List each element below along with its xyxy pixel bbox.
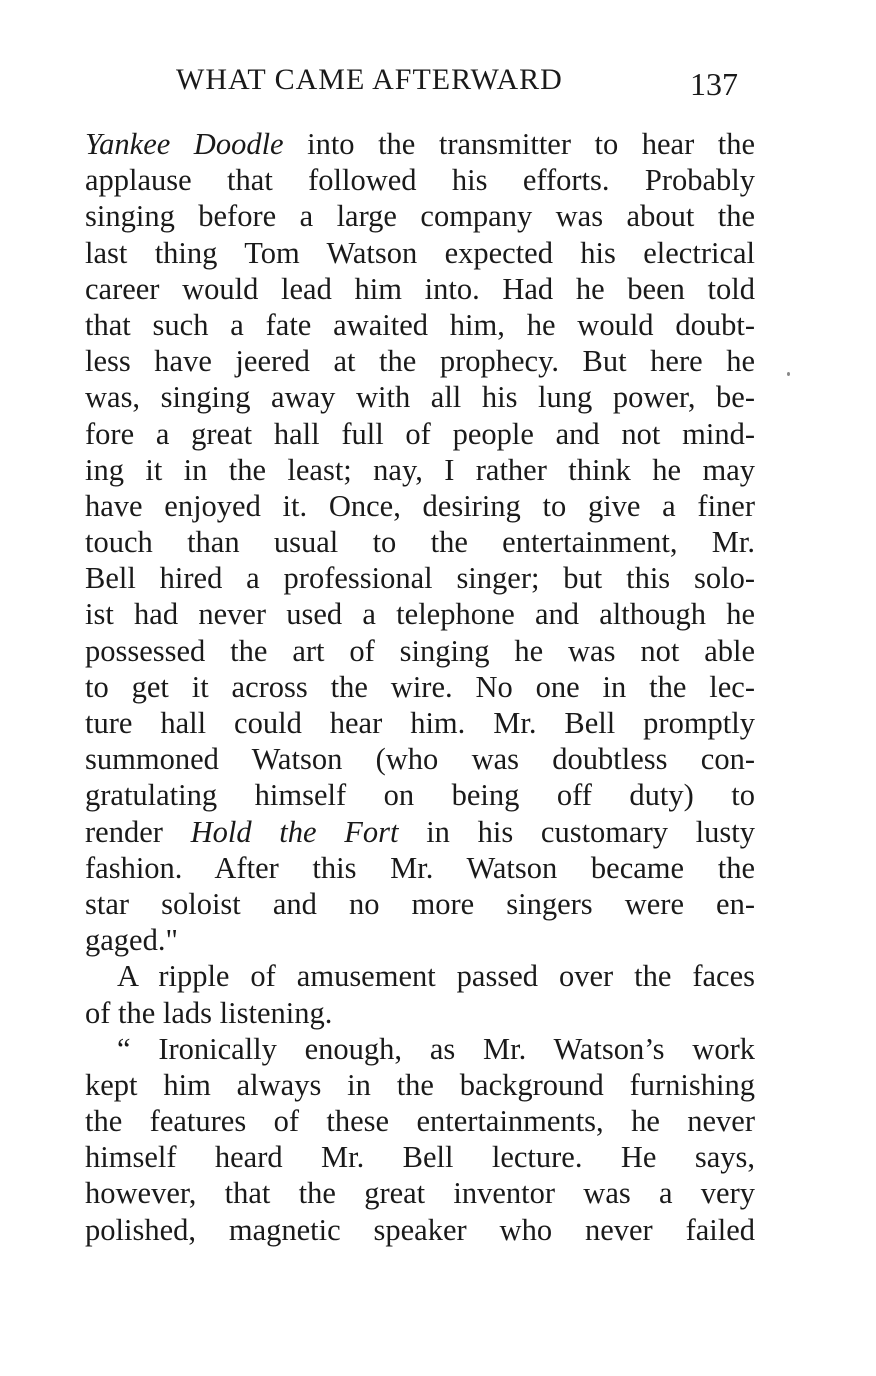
italic-title: Yankee Doodle — [85, 127, 284, 161]
text-line — [85, 1031, 755, 1067]
page-number: 137 — [690, 66, 738, 102]
text-line — [85, 1139, 755, 1175]
text-segment: less have jeered at the prophecy. But here he — [85, 344, 755, 379]
text-line — [85, 669, 755, 705]
text-segment: ture hall could hear him. Mr. Bell promptly — [85, 706, 755, 740]
text-line — [85, 777, 755, 813]
text-line — [85, 814, 755, 850]
text-segment: to get it across the wire. No one in the lec- — [85, 669, 755, 704]
text-line — [85, 452, 755, 488]
text-segment: last thing Tom Watson expected his electrical — [85, 235, 755, 270]
text-segment: have enjoyed it. Once, desiring to give a finer — [85, 488, 755, 523]
text-line — [85, 1175, 755, 1211]
text-line — [85, 416, 755, 452]
text-line — [85, 235, 755, 271]
text-segment: was, singing away with all his lung power, be- — [85, 380, 755, 415]
text-segment: “ Ironically enough, as Mr. Watson’s work — [117, 1031, 755, 1066]
text-line — [85, 307, 755, 343]
text-segment: star soloist and no more singers were en- — [85, 886, 755, 921]
text-segment: that such a fate awaited him, he would doubt- — [85, 307, 755, 342]
text-segment: ing it in the least; nay, I rather think he may — [85, 452, 755, 487]
text-segment: in his customary lusty — [398, 814, 755, 849]
text-line — [85, 1067, 755, 1103]
text-line — [85, 271, 755, 307]
text-line — [85, 488, 755, 524]
text-segment: ist had never used a telephone and although he — [85, 597, 755, 632]
text-segment: possessed the art of singing he was not able — [85, 633, 755, 668]
body-text — [85, 126, 755, 1248]
text-segment: kept him always in the background furnishing — [85, 1067, 755, 1102]
text-line — [85, 1212, 755, 1248]
text-line — [85, 379, 755, 415]
text-segment: gratulating himself on being off duty) to — [85, 778, 755, 813]
ink-speck — [787, 372, 790, 376]
running-head: WHAT CAME AFTERWARD — [176, 63, 563, 96]
italic-title: Hold the Fort — [190, 814, 399, 849]
text-line — [85, 596, 755, 632]
text-segment: singing before a large company was about the — [85, 199, 755, 234]
text-line — [85, 958, 755, 994]
text-segment: himself heard Mr. Bell lecture. He says, — [85, 1140, 755, 1175]
text-line — [85, 633, 755, 669]
text-line — [85, 524, 755, 560]
text-segment: fore a great hall full of people and not mind- — [85, 416, 755, 451]
text-segment: of the lads listening. — [85, 995, 333, 1030]
text-line — [85, 1103, 755, 1139]
text-line — [85, 705, 755, 741]
text-line — [85, 886, 755, 922]
text-segment: the features of these entertainments, he never — [85, 1104, 755, 1139]
text-line — [85, 850, 755, 886]
text-segment: gaged." — [85, 923, 178, 958]
text-segment: applause that followed his efforts. Probably — [85, 163, 755, 198]
text-segment: fashion. After this Mr. Watson became the — [85, 850, 755, 885]
text-segment: touch than usual to the entertainment, Mr. — [85, 525, 755, 560]
text-line — [85, 343, 755, 379]
text-segment: Bell hired a professional singer; but this solo- — [85, 561, 755, 596]
text-segment: career would lead him into. Had he been told — [85, 271, 755, 306]
text-line — [85, 922, 755, 958]
text-line — [85, 198, 755, 234]
text-segment: render — [85, 814, 191, 849]
text-segment: into the transmitter to hear the — [283, 127, 756, 161]
text-line — [85, 560, 755, 596]
text-line — [85, 126, 755, 162]
text-line — [85, 741, 755, 777]
text-segment: polished, magnetic speaker who never failed — [85, 1212, 755, 1247]
page-header — [0, 62, 876, 102]
text-line — [85, 162, 755, 198]
text-segment: summoned Watson (who was doubtless con- — [85, 742, 755, 777]
text-line — [85, 995, 755, 1031]
text-segment: A ripple of amusement passed over the faces — [117, 959, 755, 994]
text-segment: however, that the great inventor was a very — [85, 1176, 755, 1211]
